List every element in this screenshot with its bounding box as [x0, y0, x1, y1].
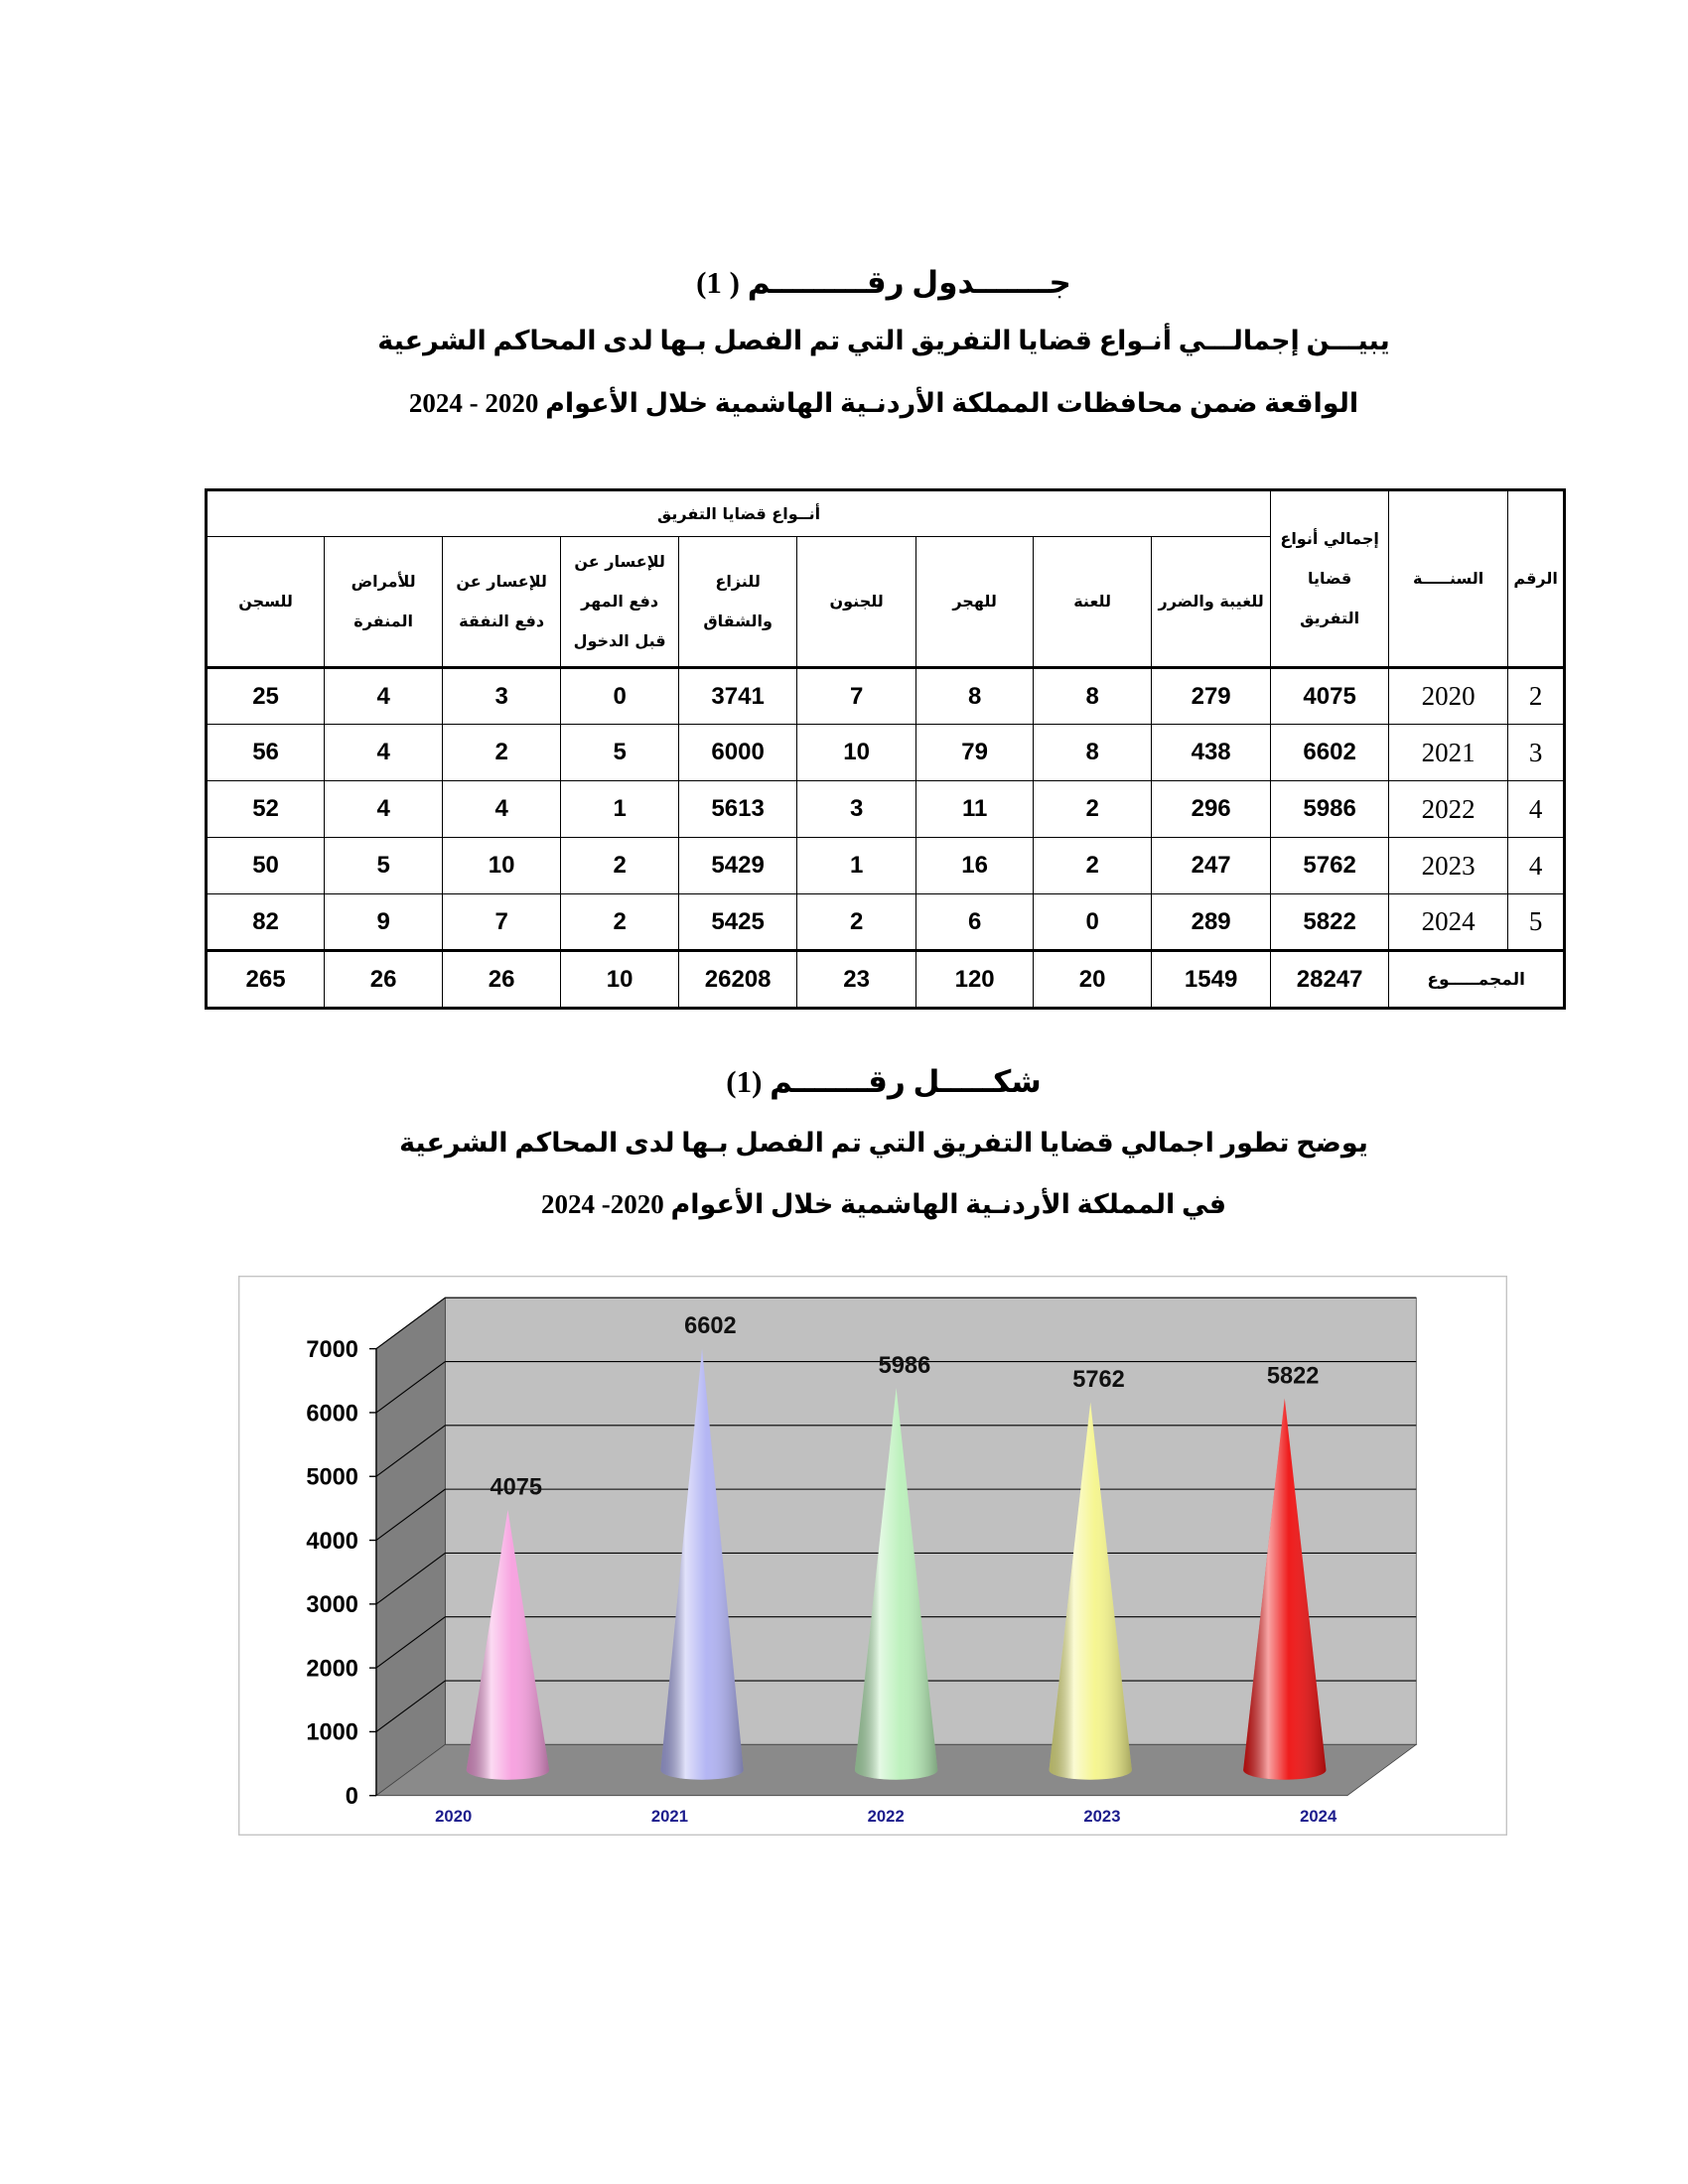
case-count-cell: 10	[443, 838, 561, 894]
side-wall	[376, 1297, 445, 1795]
case-count-cell: 52	[207, 781, 325, 838]
y-tick-label: 0	[345, 1784, 358, 1811]
group-header	[207, 490, 1271, 537]
case-count-cell: 9	[325, 894, 443, 951]
table-subtitle-line-1: يبيـــن إجمالـــي أنـواع قضايا التفريق التي تم الفصل بـها لدى المحاكم الشرعية	[377, 326, 1390, 355]
table-row	[207, 725, 1565, 781]
column-header	[1034, 537, 1152, 668]
column-header-line: قبل الدخول	[573, 631, 666, 650]
column-total-cell: 265	[207, 951, 325, 1009]
figure-title: شكـــــل رقـــــــم (1)	[726, 1064, 1042, 1099]
row-number-cell: 5	[1508, 894, 1565, 951]
row-number-cell: 4	[1508, 781, 1565, 838]
column-header	[443, 537, 561, 668]
data-label: 5822	[1266, 1363, 1320, 1390]
column-header-line: للإعسار عن	[456, 572, 547, 591]
total-cases-cell: 6602	[1271, 725, 1389, 781]
column-header-line: والشقاق	[703, 612, 773, 630]
case-count-cell: 2	[1034, 781, 1152, 838]
x-axis-label: 2021	[650, 1807, 688, 1827]
y-tick-label: 6000	[306, 1401, 358, 1428]
case-count-cell: 79	[916, 725, 1034, 781]
column-header	[325, 537, 443, 668]
table-row	[207, 781, 1565, 838]
case-count-cell: 279	[1152, 668, 1271, 725]
case-count-cell: 3741	[679, 668, 797, 725]
column-total-cell: 26208	[679, 951, 797, 1009]
row-number-cell: 3	[1508, 725, 1565, 781]
column-header-line: للإعسار عن	[574, 552, 665, 571]
header-year-label: السنـــــة	[1412, 569, 1484, 588]
row-number-cell: 4	[1508, 838, 1565, 894]
case-count-cell: 6	[916, 894, 1034, 951]
case-count-cell: 3	[797, 781, 916, 838]
total-cases-cell: 4075	[1271, 668, 1389, 725]
case-count-cell: 289	[1152, 894, 1271, 951]
header-total	[1271, 490, 1389, 668]
case-count-cell: 4	[325, 668, 443, 725]
total-cases-cell: 5822	[1271, 894, 1389, 951]
case-count-cell: 8	[916, 668, 1034, 725]
case-count-cell: 4	[443, 781, 561, 838]
total-cases-cell: 5986	[1271, 781, 1389, 838]
column-header	[561, 537, 679, 668]
column-header-line: دفع النفقة	[459, 612, 545, 630]
header-number	[1508, 490, 1565, 668]
x-axis-label: 2023	[1083, 1807, 1121, 1827]
y-tick-label: 4000	[306, 1528, 358, 1555]
case-count-cell: 6000	[679, 725, 797, 781]
case-count-cell: 11	[916, 781, 1034, 838]
header-total-line: إجمالي أنواع	[1280, 529, 1379, 548]
x-axis-label: 2022	[867, 1807, 905, 1827]
year-cell: 2024	[1389, 894, 1508, 951]
column-total-cell: 10	[561, 951, 679, 1009]
case-count-cell: 4	[325, 725, 443, 781]
table-title: جـــــــدول رقـــــــــم ( 1)	[696, 265, 1071, 300]
year-cell: 2020	[1389, 668, 1508, 725]
case-count-cell: 50	[207, 838, 325, 894]
case-count-cell: 1	[797, 838, 916, 894]
case-count-cell: 0	[561, 668, 679, 725]
grand-total-cell: 28247	[1271, 951, 1389, 1009]
table-row	[207, 838, 1565, 894]
header-number-label: الرقم	[1513, 569, 1558, 588]
group-header-label: أنــواع قضايا التفريق	[656, 503, 821, 523]
y-tick-label: 2000	[306, 1656, 358, 1683]
row-number-cell: 2	[1508, 668, 1565, 725]
figure-subtitle-line-2: في المملكة الأردنـية الهاشمية خلال الأعوام 2020- 2024	[540, 1189, 1227, 1219]
case-count-cell: 1	[561, 781, 679, 838]
case-count-cell: 3	[443, 668, 561, 725]
column-total-cell: 26	[443, 951, 561, 1009]
case-count-cell: 2	[561, 838, 679, 894]
year-cell: 2023	[1389, 838, 1508, 894]
total-cases-cell: 5762	[1271, 838, 1389, 894]
y-tick-label: 3000	[306, 1592, 358, 1619]
case-count-cell: 296	[1152, 781, 1271, 838]
case-count-cell: 5	[325, 838, 443, 894]
case-count-cell: 2	[561, 894, 679, 951]
case-count-cell: 5	[561, 725, 679, 781]
x-axis-label: 2020	[435, 1807, 473, 1827]
x-axis-label: 2024	[1300, 1807, 1337, 1827]
column-header-line: للسجن	[238, 592, 293, 611]
case-count-cell: 7	[443, 894, 561, 951]
column-header	[679, 537, 797, 668]
case-count-cell: 4	[325, 781, 443, 838]
column-total-cell: 23	[797, 951, 916, 1009]
column-header-line: دفع المهر	[581, 592, 659, 611]
case-count-cell: 8	[1034, 668, 1152, 725]
data-label: 5762	[1072, 1367, 1125, 1394]
case-count-cell: 438	[1152, 725, 1271, 781]
data-label: 5986	[878, 1352, 931, 1379]
case-count-cell: 16	[916, 838, 1034, 894]
column-header	[797, 537, 916, 668]
column-total-cell: 26	[325, 951, 443, 1009]
case-count-cell: 0	[1034, 894, 1152, 951]
case-count-cell: 5429	[679, 838, 797, 894]
y-tick-label: 7000	[306, 1336, 358, 1363]
column-header-line: للأمراض	[351, 572, 416, 591]
header-total-line: التفريق	[1300, 609, 1360, 627]
case-count-cell: 56	[207, 725, 325, 781]
column-header	[916, 537, 1034, 668]
header-year	[1389, 490, 1508, 668]
column-header-line: المنفرة	[353, 612, 413, 630]
totals-label: المجمـــــوع	[1389, 951, 1565, 1009]
column-header	[207, 537, 325, 668]
case-count-cell: 8	[1034, 725, 1152, 781]
cases-cone-chart	[238, 1276, 1507, 1836]
data-label: 6602	[684, 1313, 737, 1340]
column-header-line: للغيبة والضرر	[1158, 592, 1264, 611]
column-header-line: للعنة	[1073, 592, 1112, 611]
totals-row	[207, 951, 1565, 1009]
column-total-cell: 20	[1034, 951, 1152, 1009]
case-count-cell: 2	[443, 725, 561, 781]
column-total-cell: 120	[916, 951, 1034, 1009]
header-row-1	[207, 490, 1565, 537]
divorce-cases-table	[205, 488, 1566, 1010]
case-count-cell: 7	[797, 668, 916, 725]
column-header-line: للجنون	[829, 592, 884, 611]
data-label: 4075	[490, 1474, 543, 1501]
column-header-line: للنزاع	[715, 572, 761, 591]
case-count-cell: 2	[1034, 838, 1152, 894]
column-header	[1152, 537, 1271, 668]
case-count-cell: 82	[207, 894, 325, 951]
year-cell: 2021	[1389, 725, 1508, 781]
figure-subtitle-line-1: يوضح تطور اجمالي قضايا التفريق التي تم الفصل بـها لدى المحاكم الشرعية	[399, 1128, 1368, 1158]
case-count-cell: 5613	[679, 781, 797, 838]
table-subtitle-line-2: الواقعة ضمن محافظات المملكة الأردنـية الهاشمية خلال الأعوام 2020 - 2024	[408, 388, 1359, 418]
case-count-cell: 247	[1152, 838, 1271, 894]
case-count-cell: 10	[797, 725, 916, 781]
table-row	[207, 894, 1565, 951]
column-header-line: للهجر	[952, 592, 997, 611]
case-count-cell: 5425	[679, 894, 797, 951]
table-row	[207, 668, 1565, 725]
case-count-cell: 2	[797, 894, 916, 951]
header-total-line: قضايا	[1307, 569, 1352, 588]
column-total-cell: 1549	[1152, 951, 1271, 1009]
table-body	[207, 668, 1565, 1009]
year-cell: 2022	[1389, 781, 1508, 838]
y-tick-label: 5000	[306, 1464, 358, 1491]
y-tick-label: 1000	[306, 1719, 358, 1746]
case-count-cell: 25	[207, 668, 325, 725]
